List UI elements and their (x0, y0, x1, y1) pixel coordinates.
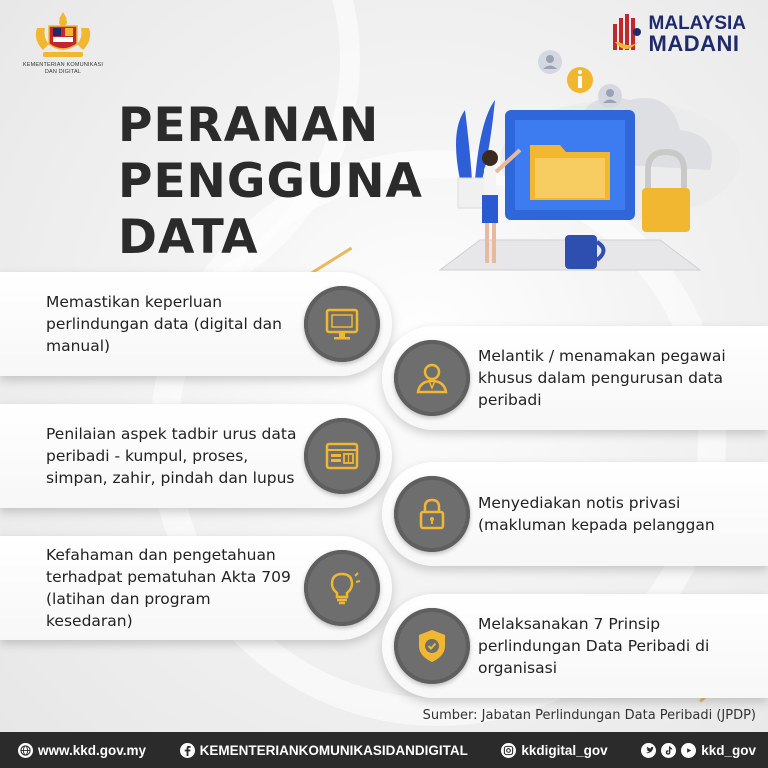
card-icon-badge (394, 608, 470, 684)
page-title (118, 98, 423, 266)
card-text: Menyediakan notis privasi (makluman kepada pelanggan (478, 494, 715, 534)
card-privacy-notice (382, 462, 768, 566)
social-text: kkd_gov (701, 742, 756, 758)
card-icon-badge (304, 550, 380, 626)
hero-illustration (420, 40, 750, 290)
card-icon-badge (304, 418, 380, 494)
instagram-text: kkdigital_gov (521, 742, 608, 758)
globe-icon (18, 743, 33, 758)
person-icon (412, 358, 452, 398)
user-avatar-icon (538, 50, 562, 74)
youtube-icon (681, 743, 696, 758)
card-icon-badge (394, 476, 470, 552)
facebook-icon (180, 743, 195, 758)
lightbulb-icon (322, 568, 362, 608)
source-credit: Sumber: Jabatan Perlindungan Data Peribadi (JPDP) (422, 708, 756, 723)
info-icon (567, 67, 593, 93)
title-line-3: DATA (118, 210, 259, 265)
shield-check-icon (412, 626, 452, 666)
card-text: Penilaian aspek tadbir urus data peribadi - kumpul, proses, simpan, zahir, pindah dan lupus (46, 425, 297, 487)
card-text: Kefahaman dan pengetahuan terhadpat pematuhan Akta 709 (latihan dan program kesedaran) (46, 546, 291, 630)
tiktok-icon (661, 743, 676, 758)
brand-line-2: MADANI (648, 31, 740, 56)
instagram-icon (501, 743, 516, 758)
card-data-protection (0, 272, 392, 376)
ministry-name: KEMENTERIAN KOMUNIKASI DAN DIGITAL (22, 62, 104, 75)
card-appoint-officer (382, 326, 768, 430)
card-text: Memastikan keperluan perlindungan data (digital dan manual) (46, 293, 282, 355)
footer-website[interactable] (18, 743, 146, 758)
footer-social[interactable] (641, 743, 756, 758)
twitter-icon (641, 743, 656, 758)
card-seven-principles (382, 594, 768, 698)
card-governance (0, 404, 392, 508)
footer-instagram[interactable] (501, 743, 607, 758)
ministry-logo (18, 10, 108, 76)
footer-bar (0, 732, 768, 768)
card-icon-badge (394, 340, 470, 416)
title-line-2: PENGGUNA (118, 154, 423, 209)
facebook-text: KEMENTERIANKOMUNIKASIDANDIGITAL (199, 742, 468, 758)
user-avatar-icon (598, 84, 622, 108)
title-line-1: PERANAN (118, 98, 380, 153)
card-text: Melaksanakan 7 Prinsip perlindungan Data Peribadi di organisasi (478, 615, 710, 677)
browser-window-icon (322, 436, 362, 476)
brand-line-1: MALAYSIA (648, 13, 746, 34)
padlock-icon (412, 494, 452, 534)
coat-of-arms-icon (31, 10, 95, 62)
card-awareness (0, 536, 392, 640)
website-text: www.kkd.gov.my (38, 742, 147, 758)
card-text: Melantik / menamakan pegawai khusus dalam pengurusan data peribadi (478, 347, 726, 409)
footer-facebook[interactable] (180, 743, 468, 758)
monitor-icon (322, 304, 362, 344)
card-icon-badge (304, 286, 380, 362)
